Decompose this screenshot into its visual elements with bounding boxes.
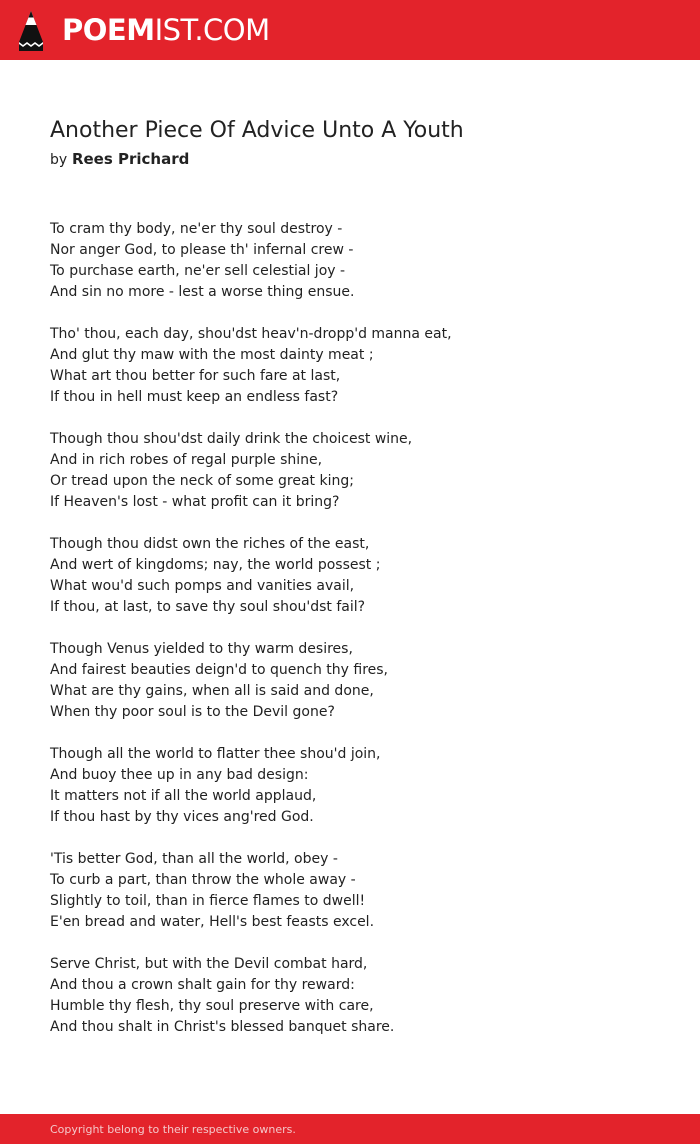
poem-line: Nor anger God, to please th' infernal crew - [50,242,354,258]
poem-line: Though all the world to flatter thee shou'd join, [50,746,381,762]
poem-line: And fairest beauties deign'd to quench thy fires, [50,662,388,678]
poem-line: Though thou shou'dst daily drink the choicest wine, [50,431,413,447]
poem-line: Or tread upon the neck of some great king; [50,473,354,489]
poem-line: Slightly to toil, than in fierce flames to dwell! [50,893,366,909]
poem-line: If thou in hell must keep an endless fast? [50,389,339,405]
poem-line: It matters not if all the world applaud, [50,788,317,804]
poem-title: Another Piece Of Advice Unto A Youth [50,118,464,143]
poem-line: Serve Christ, but with the Devil combat hard, [50,956,368,972]
poem-line: To curb a part, than throw the whole away - [50,872,356,888]
stanza [50,324,670,408]
poem-line: And buoy thee up in any bad design: [50,767,309,783]
poem-line: And wert of kingdoms; nay, the world possest ; [50,557,381,573]
poem-line: Humble thy flesh, thy soul preserve with care, [50,998,374,1014]
poem-line: To purchase earth, ne'er sell celestial joy - [50,263,346,279]
poem-line: Tho' thou, each day, shou'dst heav'n-dropp'd manna eat, [50,326,452,342]
poem-line: And thou shalt in Christ's blessed banquet share. [50,1019,395,1035]
logo-text-light: IST.COM [154,13,270,47]
poem-line: What are thy gains, when all is said and done, [50,683,374,699]
poem-line: If thou hast by thy vices ang'red God. [50,809,314,825]
site-header [0,0,700,60]
site-footer [0,1114,700,1144]
stanza [50,219,670,303]
poem-body [50,219,670,1059]
logo-text-bold: POEM [62,13,155,47]
stanza [50,429,670,513]
site-logo[interactable] [62,12,270,48]
stanza [50,534,670,618]
author-name: Rees Prichard [71,150,190,168]
poem-line: To cram thy body, ne'er thy soul destroy - [50,221,343,237]
stanza [50,744,670,828]
stanza [50,639,670,723]
poem-line: When thy poor soul is to the Devil gone? [50,704,335,720]
stanza [50,849,670,933]
copyright-notice: Copyright belong to their respective owners. [50,1123,296,1136]
poem-line: Though Venus yielded to thy warm desires, [50,641,353,657]
stanza [50,954,670,1038]
poem-line: What art thou better for such fare at last, [50,368,341,384]
poem-line: And sin no more - lest a worse thing ensue. [50,284,355,300]
poem-line: 'Tis better God, than all the world, obey - [50,851,338,867]
poem-line: What wou'd such pomps and vanities avail, [50,578,355,594]
byline-prefix: by [50,152,68,168]
poem-line: And glut thy maw with the most dainty meat ; [50,347,374,363]
poem-line: And thou a crown shalt gain for thy reward: [50,977,355,993]
poem-line: And in rich robes of regal purple shine, [50,452,323,468]
poem-line: Though thou didst own the riches of the east, [50,536,370,552]
pencil-tip-icon[interactable] [18,10,44,52]
poem-line: If thou, at last, to save thy soul shou'dst fail? [50,599,366,615]
poem-line: E'en bread and water, Hell's best feasts excel. [50,914,375,930]
poem-line: If Heaven's lost - what profit can it bring? [50,494,340,510]
byline [50,149,189,170]
